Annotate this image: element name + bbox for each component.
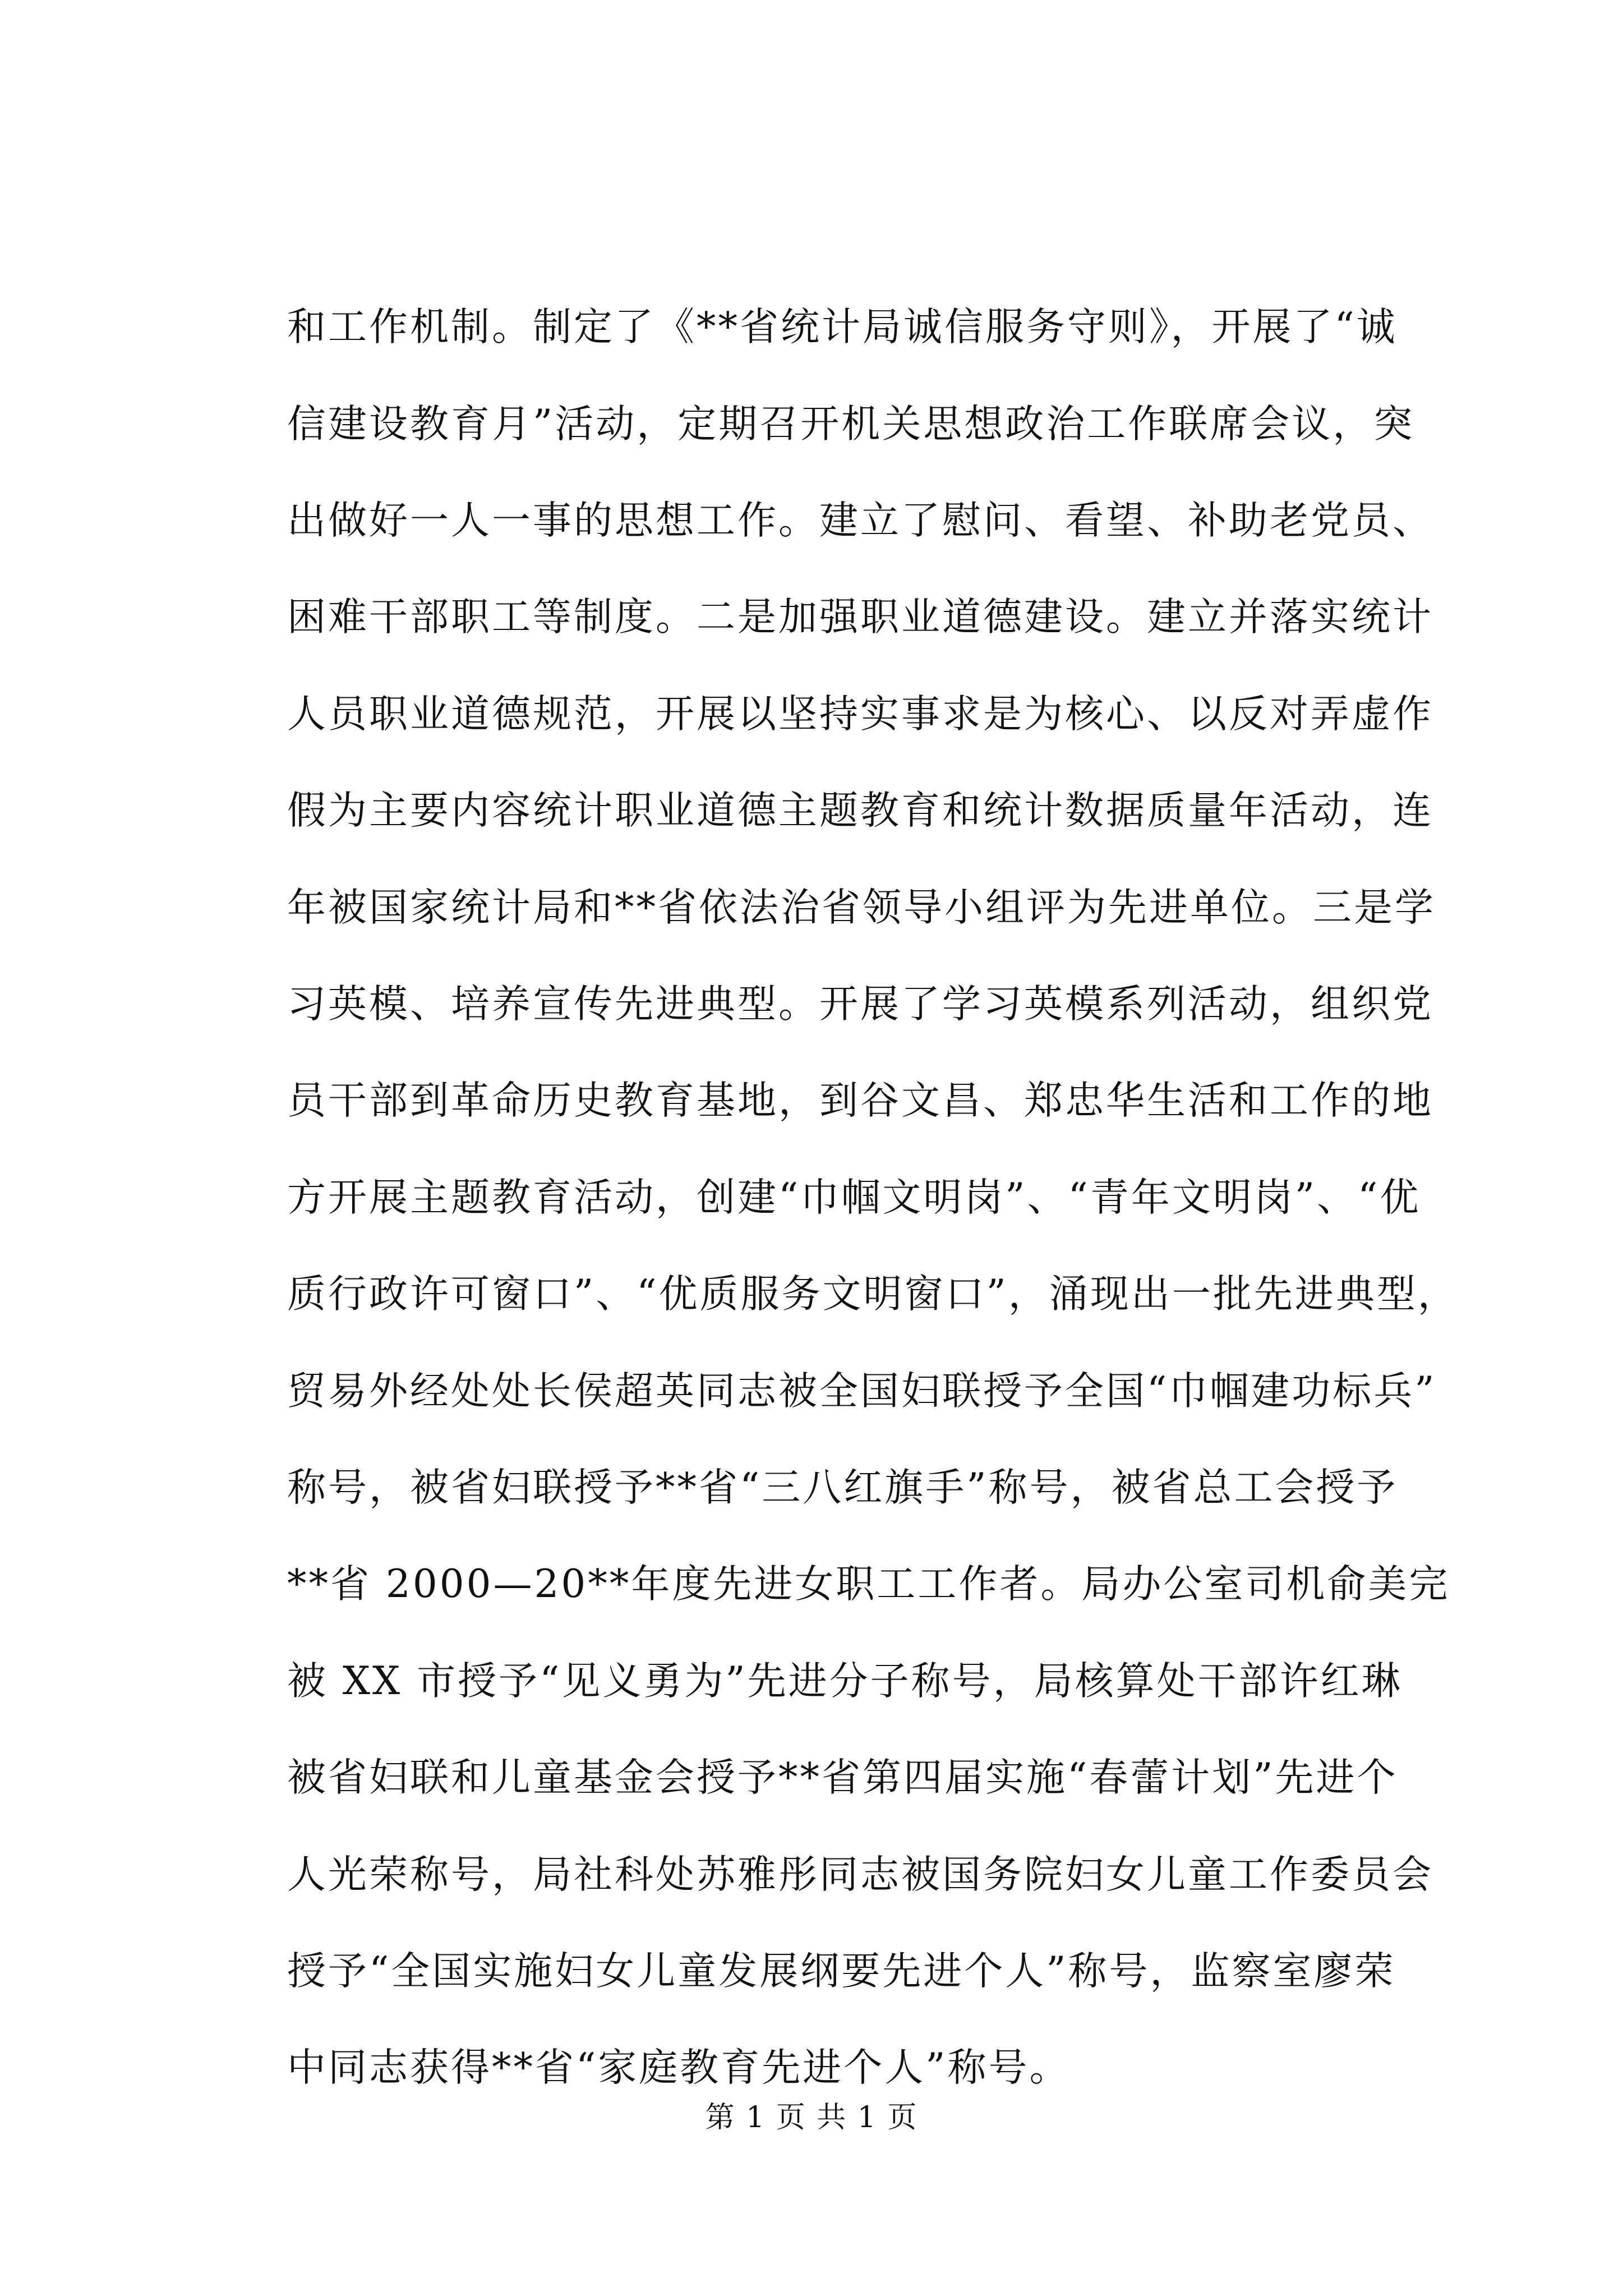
body-line-text: 人员职业道德规范，开展以坚持实事求是为核心、以反对弄虚作 <box>287 692 1433 737</box>
body-line <box>0 956 1623 1052</box>
body-line <box>0 569 1623 665</box>
body-line-text: 被 XX 市授予“见义勇为”先进分子称号，局核算处干部许红琳 <box>287 1659 1403 1704</box>
body-line <box>0 472 1623 569</box>
body-line-text: 习英模、培养宣传先进典型。开展了学习英模系列活动，组织党 <box>287 982 1433 1027</box>
body-line <box>0 1439 1623 1536</box>
body-line-text: 假为主要内容统计职业道德主题教育和统计数据质量年活动，连 <box>287 788 1433 833</box>
body-line <box>0 859 1623 956</box>
body-line <box>0 1923 1623 2019</box>
body-line-text: 员干部到革命历史教育基地，到谷文昌、郑忠华生活和工作的地 <box>287 1078 1433 1123</box>
body-line <box>0 1729 1623 1826</box>
body-line-text: 贸易外经处处长侯超英同志被全国妇联授予全国“巾帼建功标兵” <box>287 1369 1437 1414</box>
body-line <box>0 1536 1623 1632</box>
body-line-text: **省 2000—20**年度先进女职工工作者。局办公室司机俞美完 <box>287 1562 1450 1607</box>
body-line-text: 出做好一人一事的思想工作。建立了慰问、看望、补助老党员、 <box>287 498 1433 543</box>
body-line-text: 称号，被省妇联授予**省“三八红旗手”称号，被省总工会授予 <box>287 1465 1398 1510</box>
body-line-text: 年被国家统计局和**省依法治省领导小组评为先进单位。三是学 <box>287 885 1436 930</box>
body-line <box>0 1246 1623 1342</box>
body-line-text: 人光荣称号，局社科处苏雅彤同志被国务院妇女儿童工作委员会 <box>287 1852 1433 1897</box>
body-line <box>0 762 1623 859</box>
body-line <box>0 1149 1623 1246</box>
body-line <box>0 666 1623 762</box>
body-line-text: 质行政许可窗口”、“优质服务文明窗口”，涌现出一批先进典型， <box>287 1272 1459 1317</box>
body-line-text: 被省妇联和儿童基金会授予**省第四届实施“春蕾计划”先进个 <box>287 1755 1398 1800</box>
body-line-text: 授予“全国实施妇女儿童发展纲要先进个人”称号，监察室廖荣 <box>287 1949 1396 1994</box>
body-line-text: 信建设教育月”活动，定期召开机关思想政治工作联席会议，突 <box>287 402 1415 447</box>
body-line-text: 方开展主题教育活动，创建“巾帼文明岗”、“青年文明岗”、“优 <box>287 1175 1421 1220</box>
body-line-text: 困难干部职工等制度。二是加强职业道德建设。建立并落实统计 <box>287 595 1433 639</box>
body-line <box>0 1633 1623 1729</box>
body-line <box>0 1343 1623 1439</box>
body-line-text: 和工作机制。制定了《**省统计局诚信服务守则》，开展了“诚 <box>287 305 1398 349</box>
body-line <box>0 279 1623 375</box>
body-line <box>0 376 1623 472</box>
body-line-text: 中同志获得**省“家庭教育先进个人”称号。 <box>287 2045 1071 2090</box>
body-line <box>0 1826 1623 1923</box>
page-footer <box>0 2095 1623 2140</box>
page-number-label: 第 1 页 共 1 页 <box>705 2101 918 2134</box>
body-line <box>0 1052 1623 1149</box>
